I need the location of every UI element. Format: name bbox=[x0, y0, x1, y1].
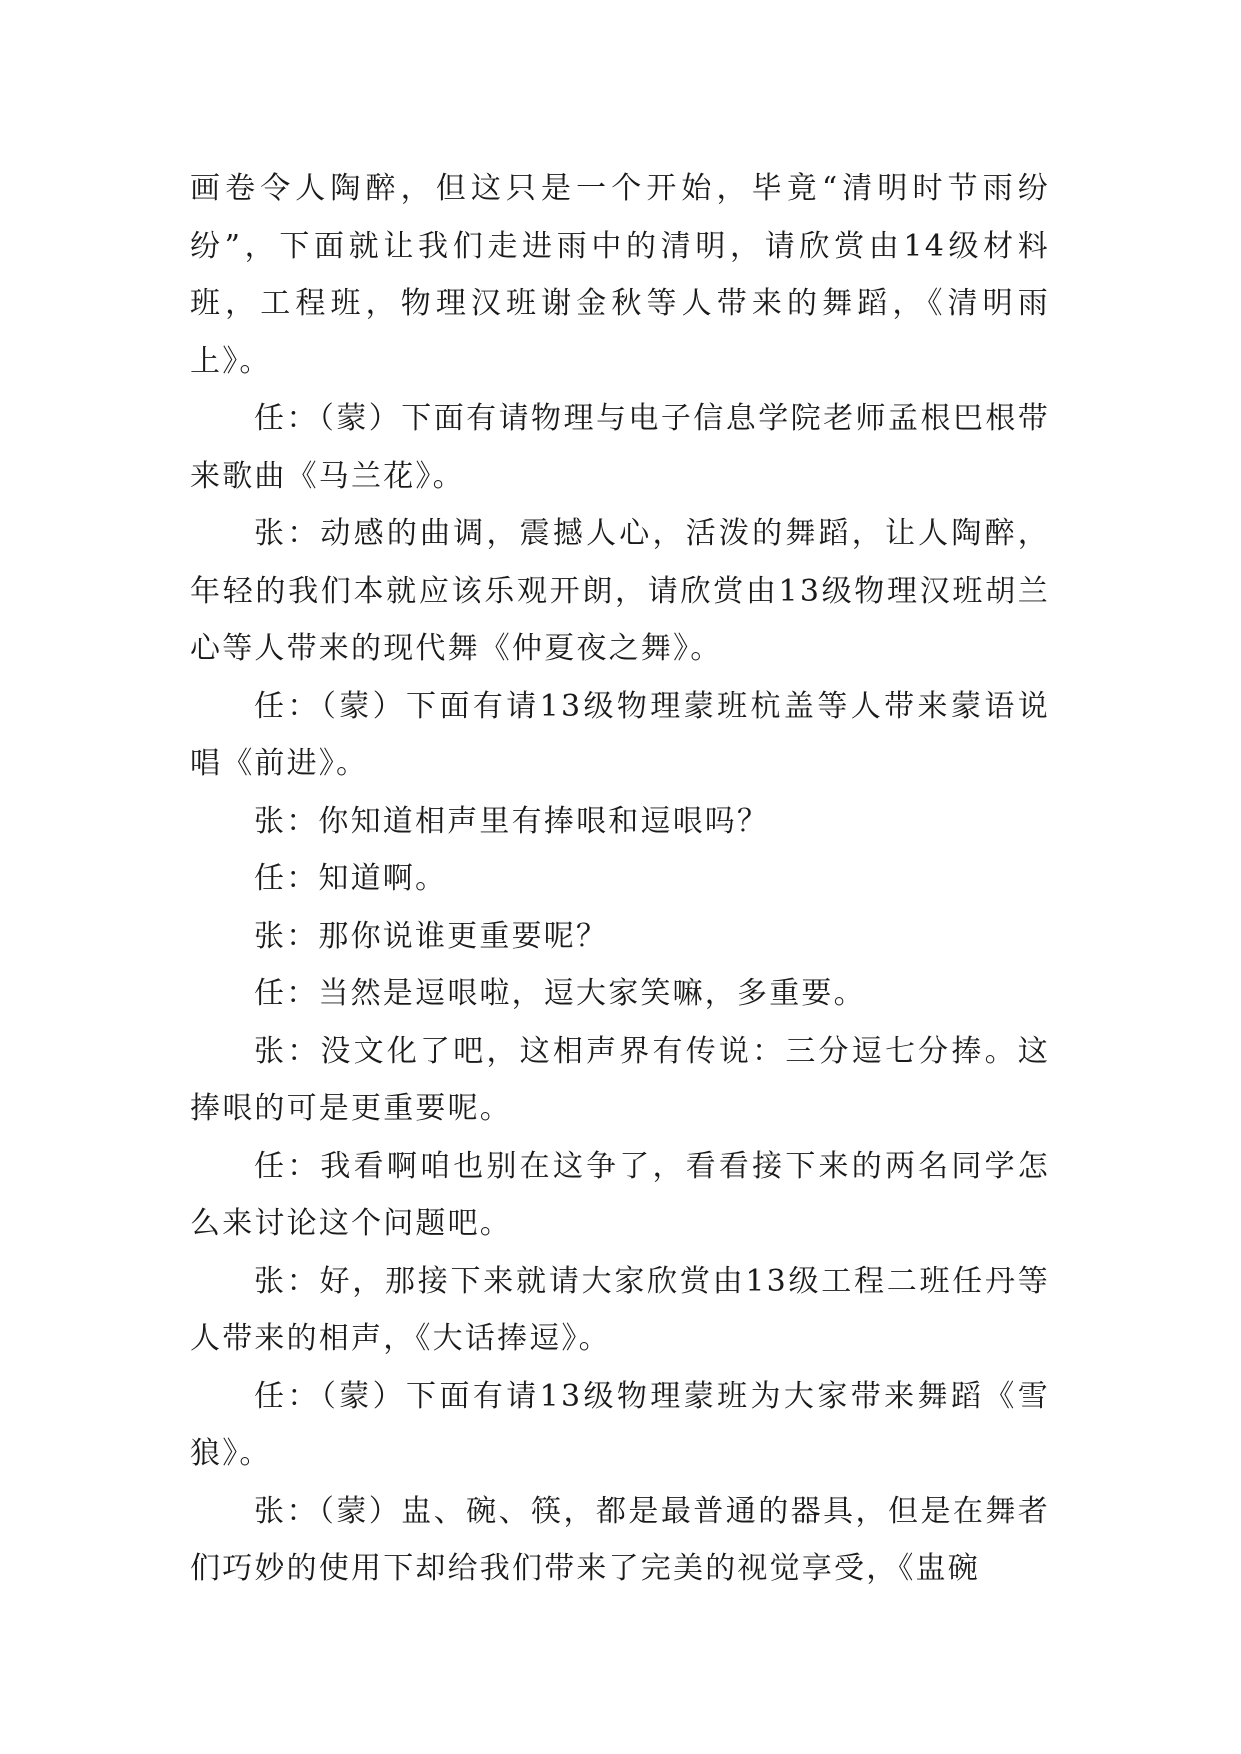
paragraph: 任：我看啊咱也别在这争了，看看接下来的两名同学怎么来讨论这个问题吧。 bbox=[190, 1148, 1050, 1241]
paragraph: 任：知道啊。 bbox=[254, 861, 448, 896]
paragraph: 任：（蒙）下面有请13级物理蒙班杭盖等人带来蒙语说唱《前进》。 bbox=[190, 688, 1050, 781]
paragraph: 任：当然是逗哏啦，逗大家笑嘛，多重要。 bbox=[254, 976, 866, 1011]
document-body bbox=[190, 160, 1050, 1598]
paragraph: 张：那你说谁更重要呢？ bbox=[254, 918, 609, 954]
paragraph: 张：（蒙）盅、碗、筷，都是最普通的器具，但是在舞者们巧妙的使用下却给我们带来了完美的视觉享受，《盅碗 bbox=[190, 1493, 1050, 1586]
paragraph: 张：动感的曲调，震撼人心，活泼的舞蹈，让人陶醉，年轻的我们本就应该乐观开朗，请欣赏由13级物理汉班胡兰心等人带来的现代舞《仲夏夜之舞》。 bbox=[190, 516, 1050, 666]
paragraph: 张：你知道相声里有捧哏和逗哏吗？ bbox=[254, 803, 770, 839]
paragraph: 张：没文化了吧，这相声界有传说：三分逗七分捧。这捧哏的可是更重要呢。 bbox=[190, 1033, 1050, 1126]
paragraph: 任：（蒙）下面有请13级物理蒙班为大家带来舞蹈《雪狼》。 bbox=[190, 1378, 1050, 1471]
paragraph: 任：（蒙）下面有请物理与电子信息学院老师孟根巴根带来歌曲《马兰花》。 bbox=[190, 401, 1050, 494]
paragraph: 画卷令人陶醉，但这只是一个开始，毕竟“清明时节雨纷纷”，下面就让我们走进雨中的清明，请欣赏由14级材料班，工程班，物理汉班谢金秋等人带来的舞蹈，《清明雨上》。 bbox=[190, 171, 1050, 379]
paragraph: 张：好，那接下来就请大家欣赏由13级工程二班任丹等人带来的相声，《大话捧逗》。 bbox=[190, 1263, 1050, 1356]
